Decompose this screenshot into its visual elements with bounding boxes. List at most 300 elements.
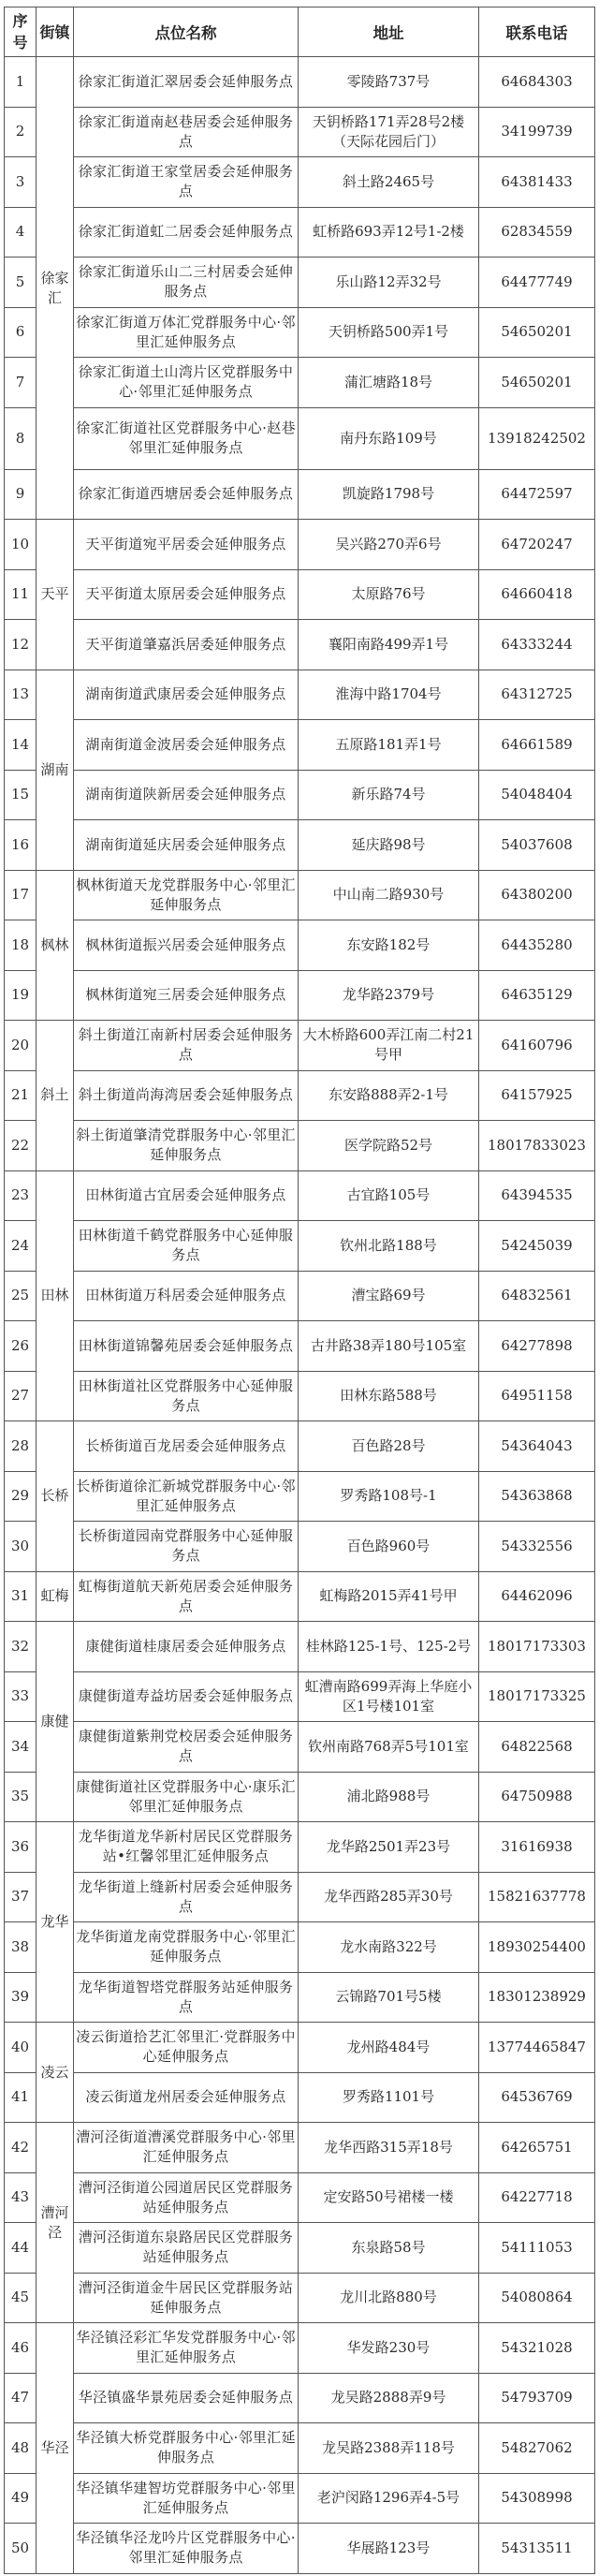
- cell-address: 吴兴路270弄6号: [299, 520, 479, 570]
- cell-point-name: [74, 2473, 299, 2524]
- point-name-text: 徐家汇街道虹二居委会延伸服务点: [78, 223, 294, 241]
- cell-no: 9: [5, 469, 37, 520]
- cell-point-name: [74, 1822, 299, 1873]
- table-row: [5, 2373, 595, 2423]
- cell-point-name: [74, 207, 299, 258]
- cell-point-name: [74, 670, 299, 720]
- cell-address: 天钥桥路171弄28号2楼（天际花园后门）: [299, 107, 479, 157]
- cell-address: 虹漕南路699弄海上华庭小区1号楼101室: [299, 1671, 479, 1722]
- point-name-text: 田林街道万科居委会延伸服务点: [85, 1287, 286, 1304]
- cell-point-name: [74, 2072, 299, 2123]
- cell-phone: 64951158: [479, 1371, 595, 1421]
- cell-phone: 64462096: [479, 1571, 595, 1622]
- cell-address: 定安路50号裙楼一楼: [299, 2172, 479, 2223]
- cell-no: 34: [5, 1722, 37, 1773]
- cell-no: 33: [5, 1671, 37, 1722]
- cell-phone: 64536769: [479, 2072, 595, 2123]
- point-name-text: 凌云街道拾艺汇邻里汇·党群服务中心延伸服务点: [76, 2028, 296, 2066]
- cell-address: 蒲汇塘路18号: [299, 358, 479, 408]
- cell-phone: 64720247: [479, 520, 595, 570]
- cell-address: 浦北路988号: [299, 1772, 479, 1822]
- cell-phone: 54793709: [479, 2373, 595, 2423]
- cell-no: 41: [5, 2072, 37, 2123]
- table-row: [5, 520, 595, 570]
- point-name-text: 华泾镇华建智坊党群服务中心·邻里汇延伸服务点: [76, 2479, 296, 2516]
- cell-no: 28: [5, 1421, 37, 1472]
- table-row: [5, 1471, 595, 1522]
- cell-phone: 54111053: [479, 2223, 595, 2274]
- cell-no: 19: [5, 970, 37, 1021]
- table-row: [5, 620, 595, 670]
- header-address: 地址: [299, 7, 479, 57]
- cell-point-name: [74, 2172, 299, 2223]
- cell-town: 龙华: [37, 1822, 74, 2023]
- table-row: [5, 57, 595, 108]
- cell-address: 天钥桥路500弄1号: [299, 307, 479, 358]
- cell-point-name: [74, 1772, 299, 1822]
- cell-address: 乐山路12弄32号: [299, 258, 479, 308]
- cell-no: 7: [5, 358, 37, 408]
- cell-no: 4: [5, 207, 37, 258]
- cell-address: 龙水南路322号: [299, 1922, 479, 1973]
- cell-point-name: [74, 1021, 299, 1071]
- point-name-text: 湖南街道陕新居委会延伸服务点: [85, 786, 286, 803]
- point-name-text: 康健街道紫荆党校居委会延伸服务点: [78, 1728, 294, 1765]
- cell-phone: 64160796: [479, 1021, 595, 1071]
- cell-address: 凯旋路1798号: [299, 469, 479, 520]
- table-row: [5, 1772, 595, 1822]
- cell-phone: 64333244: [479, 620, 595, 670]
- cell-town: 虹梅: [37, 1571, 74, 1622]
- cell-point-name: [74, 1471, 299, 1522]
- cell-no: 5: [5, 258, 37, 308]
- cell-phone: 64277898: [479, 1321, 595, 1372]
- point-name-text: 徐家汇街道社区党群服务中心·赵巷邻里汇延伸服务点: [76, 420, 296, 456]
- table-row: [5, 770, 595, 820]
- cell-point-name: [74, 720, 299, 771]
- table-row: [5, 1421, 595, 1472]
- point-name-text: 徐家汇街道南赵巷居委会延伸服务点: [78, 112, 294, 150]
- table-row: [5, 970, 595, 1021]
- cell-point-name: [74, 1271, 299, 1321]
- table-row: [5, 870, 595, 920]
- cell-phone: 34199739: [479, 107, 595, 157]
- cell-phone: 64380200: [479, 870, 595, 920]
- point-name-text: 龙华街道智塔党群服务站延伸服务点: [78, 1978, 294, 2015]
- table-row: [5, 1121, 595, 1171]
- service-points-table: [4, 7, 595, 2574]
- table-row: [5, 1722, 595, 1773]
- cell-phone: 64832561: [479, 1271, 595, 1321]
- cell-address: 百色路28号: [299, 1421, 479, 1472]
- point-name-text: 徐家汇街道土山湾片区党群服务中心·邻里汇延伸服务点: [78, 363, 294, 401]
- cell-point-name: [74, 970, 299, 1021]
- cell-phone: 64472597: [479, 469, 595, 520]
- cell-no: 8: [5, 407, 37, 469]
- cell-no: 46: [5, 2323, 37, 2374]
- table-row: [5, 1271, 595, 1321]
- cell-no: 11: [5, 569, 37, 620]
- cell-phone: 54080864: [479, 2273, 595, 2323]
- cell-point-name: [74, 1972, 299, 2023]
- point-name-text: 田林街道锦馨苑居委会延伸服务点: [78, 1336, 294, 1354]
- cell-address: 龙华路2379号: [299, 970, 479, 1021]
- cell-address: 医学院路52号: [299, 1121, 479, 1171]
- table-row: [5, 920, 595, 971]
- cell-phone: 18930254400: [479, 1922, 595, 1973]
- cell-point-name: [74, 569, 299, 620]
- cell-no: 49: [5, 2473, 37, 2524]
- header-name: 点位名称: [74, 7, 299, 57]
- point-name-text: 华泾镇泾彩汇华发党群服务中心·邻里汇延伸服务点: [76, 2329, 296, 2366]
- cell-phone: 64750988: [479, 1772, 595, 1822]
- point-name-text: 华泾镇盛华景苑居委会延伸服务点: [78, 2389, 294, 2407]
- cell-point-name: [74, 107, 299, 157]
- cell-address: 龙华西路285弄30号: [299, 1872, 479, 1922]
- cell-phone: 54245039: [479, 1221, 595, 1272]
- table-row: [5, 1922, 595, 1973]
- cell-point-name: [74, 2524, 299, 2574]
- point-name-text: 漕河泾街道东泉路居民区党群服务站延伸服务点: [78, 2229, 294, 2266]
- table-row: [5, 720, 595, 771]
- point-name-text: 华泾镇华泾龙吟片区党群服务中心·邻里汇延伸服务点: [76, 2529, 296, 2567]
- cell-point-name: [74, 920, 299, 971]
- cell-address: 百色路960号: [299, 1522, 479, 1572]
- cell-phone: 64684303: [479, 57, 595, 108]
- cell-point-name: [74, 1121, 299, 1171]
- cell-no: 18: [5, 920, 37, 971]
- table-header-row: [5, 7, 595, 57]
- point-name-text: 康健街道社区党群服务中心·康乐汇邻里汇延伸服务点: [76, 1777, 296, 1815]
- cell-no: 3: [5, 157, 37, 208]
- cell-phone: 64157925: [479, 1070, 595, 1121]
- cell-address: 华发路230号: [299, 2323, 479, 2374]
- cell-phone: 64822568: [479, 1722, 595, 1773]
- table-row: [5, 1972, 595, 2023]
- cell-address: 古宜路105号: [299, 1170, 479, 1221]
- cell-no: 36: [5, 1822, 37, 1873]
- cell-phone: 64477749: [479, 258, 595, 308]
- cell-point-name: [74, 1671, 299, 1722]
- cell-town: 斜土: [37, 1021, 74, 1171]
- point-name-text: 斜土街道江南新村居委会延伸服务点: [78, 1026, 294, 1064]
- table-row: [5, 1622, 595, 1672]
- cell-no: 15: [5, 770, 37, 820]
- table-row: [5, 1021, 595, 1071]
- table-row: [5, 1170, 595, 1221]
- cell-phone: 54308998: [479, 2473, 595, 2524]
- cell-point-name: [74, 620, 299, 670]
- cell-address: 云锦路701号5楼: [299, 1972, 479, 2023]
- cell-point-name: [74, 2273, 299, 2323]
- cell-phone: 54650201: [479, 358, 595, 408]
- cell-town: 凌云: [37, 2023, 74, 2123]
- cell-address: 延庆路98号: [299, 820, 479, 871]
- cell-point-name: [74, 358, 299, 408]
- cell-no: 12: [5, 620, 37, 670]
- cell-address: 龙州路484号: [299, 2023, 479, 2073]
- cell-point-name: [74, 1321, 299, 1372]
- table-row: [5, 670, 595, 720]
- cell-no: 37: [5, 1872, 37, 1922]
- cell-point-name: [74, 1622, 299, 1672]
- cell-no: 22: [5, 1121, 37, 1171]
- point-name-text: 湖南街道金波居委会延伸服务点: [85, 735, 286, 753]
- cell-phone: 64312725: [479, 670, 595, 720]
- cell-phone: 62834559: [479, 207, 595, 258]
- cell-address: 虹梅路2015弄41号甲: [299, 1571, 479, 1622]
- cell-phone: 64660418: [479, 569, 595, 620]
- table-row: [5, 2223, 595, 2274]
- cell-point-name: [74, 1170, 299, 1221]
- point-name-text: 湖南街道武康居委会延伸服务点: [85, 685, 286, 703]
- cell-town: 康健: [37, 1622, 74, 1822]
- cell-no: 2: [5, 107, 37, 157]
- cell-phone: 13774465847: [479, 2023, 595, 2073]
- table-row: [5, 407, 595, 469]
- table-row: [5, 2123, 595, 2173]
- cell-point-name: [74, 1922, 299, 1973]
- cell-point-name: [74, 307, 299, 358]
- cell-address: 钦州南路768弄5号101室: [299, 1722, 479, 1773]
- cell-point-name: [74, 407, 299, 469]
- point-name-text: 天平街道宛平居委会延伸服务点: [85, 535, 286, 552]
- cell-phone: 64227718: [479, 2172, 595, 2223]
- cell-no: 10: [5, 520, 37, 570]
- cell-point-name: [74, 520, 299, 570]
- cell-address: 零陵路737号: [299, 57, 479, 108]
- cell-point-name: [74, 2373, 299, 2423]
- cell-point-name: [74, 469, 299, 520]
- cell-point-name: [74, 820, 299, 871]
- cell-address: 龙华路2501弄23号: [299, 1822, 479, 1873]
- point-name-text: 徐家汇街道王家堂居委会延伸服务点: [78, 163, 294, 200]
- cell-no: 17: [5, 870, 37, 920]
- cell-town: 华泾: [37, 2323, 74, 2574]
- point-name-text: 田林街道社区党群服务中心延伸服务点: [78, 1376, 294, 1414]
- table-row: [5, 2323, 595, 2374]
- point-name-text: 龙华街道上缝新村居委会延伸服务点: [78, 1877, 294, 1915]
- cell-point-name: [74, 1070, 299, 1121]
- point-name-text: 凌云街道龙州居委会延伸服务点: [85, 2088, 286, 2106]
- cell-no: 48: [5, 2423, 37, 2474]
- cell-address: 中山南二路930号: [299, 870, 479, 920]
- table-row: [5, 2273, 595, 2323]
- point-name-text: 徐家汇街道西塘居委会延伸服务点: [78, 485, 294, 503]
- point-name-text: 枫林街道宛三居委会延伸服务点: [85, 986, 286, 1004]
- cell-address: 罗秀路108号-1: [299, 1471, 479, 1522]
- cell-phone: 54048404: [479, 770, 595, 820]
- cell-point-name: [74, 1872, 299, 1922]
- table-row: [5, 1822, 595, 1873]
- cell-phone: 54037608: [479, 820, 595, 871]
- point-name-text: 田林街道千鹤党群服务中心延伸服务点: [78, 1227, 294, 1264]
- cell-address: 南丹东路109号: [299, 407, 479, 469]
- cell-phone: 64381433: [479, 157, 595, 208]
- cell-address: 老沪闵路1296弄4-5号: [299, 2473, 479, 2524]
- cell-phone: 54364043: [479, 1421, 595, 1472]
- cell-no: 31: [5, 1571, 37, 1622]
- cell-no: 32: [5, 1622, 37, 1672]
- cell-phone: 54332556: [479, 1522, 595, 1572]
- header-town: 街镇: [37, 7, 74, 57]
- point-name-text: 漕河泾街道公园道居民区党群服务站延伸服务点: [78, 2178, 294, 2215]
- cell-point-name: [74, 1522, 299, 1572]
- cell-address: 淮海中路1704号: [299, 670, 479, 720]
- point-name-text: 徐家汇街道汇翠居委会延伸服务点: [78, 72, 294, 90]
- table-row: [5, 1070, 595, 1121]
- cell-town: 漕河泾: [37, 2123, 74, 2323]
- cell-phone: 15821637778: [479, 1872, 595, 1922]
- cell-no: 40: [5, 2023, 37, 2073]
- cell-no: 24: [5, 1221, 37, 1272]
- cell-phone: 54827062: [479, 2423, 595, 2474]
- table-row: [5, 1522, 595, 1572]
- point-name-text: 华泾镇大桥党群服务中心·邻里汇延伸服务点: [76, 2429, 296, 2466]
- cell-point-name: [74, 1221, 299, 1272]
- cell-no: 39: [5, 1972, 37, 2023]
- point-name-text: 漕河泾街道漕溪党群服务中心·邻里汇延伸服务点: [76, 2128, 296, 2166]
- cell-phone: 54650201: [479, 307, 595, 358]
- table-row: [5, 1872, 595, 1922]
- cell-phone: 64265751: [479, 2123, 595, 2173]
- table-row: [5, 1321, 595, 1372]
- table-row: [5, 358, 595, 408]
- cell-phone: 31616938: [479, 1822, 595, 1873]
- cell-no: 43: [5, 2172, 37, 2223]
- point-name-text: 龙华街道龙南党群服务中心·邻里汇延伸服务点: [76, 1928, 296, 1965]
- cell-address: 龙吴路2888弄9号: [299, 2373, 479, 2423]
- cell-no: 27: [5, 1371, 37, 1421]
- cell-phone: 64435280: [479, 920, 595, 971]
- cell-no: 25: [5, 1271, 37, 1321]
- cell-point-name: [74, 2423, 299, 2474]
- point-name-text: 康健街道桂康居委会延伸服务点: [85, 1637, 286, 1655]
- point-name-text: 天平街道肇嘉浜居委延伸服务点: [85, 635, 286, 653]
- table-row: [5, 2023, 595, 2073]
- table-row: [5, 2072, 595, 2123]
- cell-address: 钦州北路188号: [299, 1221, 479, 1272]
- table-row: [5, 820, 595, 871]
- cell-point-name: [74, 1371, 299, 1421]
- cell-address: 大木桥路600弄江南二村21号甲: [299, 1021, 479, 1071]
- table-row: [5, 307, 595, 358]
- cell-address: 华展路123号: [299, 2524, 479, 2574]
- cell-point-name: [74, 1722, 299, 1773]
- cell-address: 龙华西路315弄18号: [299, 2123, 479, 2173]
- cell-town: 田林: [37, 1170, 74, 1421]
- cell-point-name: [74, 2323, 299, 2374]
- cell-phone: 54321028: [479, 2323, 595, 2374]
- cell-address: 龙吴路2388弄118号: [299, 2423, 479, 2474]
- point-name-text: 漕河泾街道金牛居民区党群服务站延伸服务点: [78, 2278, 294, 2316]
- cell-town: 枫林: [37, 870, 74, 1021]
- cell-address: 东泉路58号: [299, 2223, 479, 2274]
- table-row: [5, 1571, 595, 1622]
- point-name-text: 斜土街道肇清党群服务中心·邻里汇延伸服务点: [76, 1126, 296, 1164]
- cell-point-name: [74, 1421, 299, 1472]
- cell-phone: 54313511: [479, 2524, 595, 2574]
- cell-phone: 18017833023: [479, 1121, 595, 1171]
- point-name-text: 长桥街道百龙居委会延伸服务点: [85, 1436, 286, 1454]
- cell-address: 桂林路125-1号、125-2号: [299, 1622, 479, 1672]
- cell-address: 斜土路2465号: [299, 157, 479, 208]
- cell-no: 6: [5, 307, 37, 358]
- table-row: [5, 2423, 595, 2474]
- cell-no: 26: [5, 1321, 37, 1372]
- cell-phone: 18301238929: [479, 1972, 595, 2023]
- header-phone: 联系电话: [479, 7, 595, 57]
- cell-address: 五原路181弄1号: [299, 720, 479, 771]
- point-name-text: 湖南街道延庆居委会延伸服务点: [85, 835, 286, 853]
- cell-address: 太原路76号: [299, 569, 479, 620]
- point-name-text: 枫林街道振兴居委会延伸服务点: [85, 935, 286, 953]
- point-name-text: 虹梅街道航天新苑居委会延伸服务点: [78, 1577, 294, 1614]
- cell-phone: 18017173325: [479, 1671, 595, 1722]
- cell-point-name: [74, 258, 299, 308]
- table-body: [5, 57, 595, 2574]
- table-row: [5, 1221, 595, 1272]
- cell-phone: 64635129: [479, 970, 595, 1021]
- cell-no: 21: [5, 1070, 37, 1121]
- cell-point-name: [74, 2123, 299, 2173]
- point-name-text: 龙华街道龙华新村居民区党群服务站•红馨邻里汇延伸服务点: [78, 1828, 294, 1865]
- cell-no: 14: [5, 720, 37, 771]
- cell-no: 1: [5, 57, 37, 108]
- point-name-text: 天平街道太原居委会延伸服务点: [85, 585, 286, 603]
- cell-no: 35: [5, 1772, 37, 1822]
- cell-phone: 54363868: [479, 1471, 595, 1522]
- table-row: [5, 2524, 595, 2574]
- cell-point-name: [74, 57, 299, 108]
- cell-no: 23: [5, 1170, 37, 1221]
- cell-no: 42: [5, 2123, 37, 2173]
- table-row: [5, 469, 595, 520]
- cell-address: 襄阳南路499弄1号: [299, 620, 479, 670]
- cell-address: 田林东路588号: [299, 1371, 479, 1421]
- table-row: [5, 107, 595, 157]
- table-row: [5, 1371, 595, 1421]
- header-no: 序号: [5, 7, 37, 57]
- point-name-text: 长桥街道园南党群服务中心延伸服务点: [78, 1527, 294, 1565]
- point-name-text: 长桥街道徐汇新城党群服务中心·邻里汇延伸服务点: [76, 1477, 296, 1514]
- cell-no: 13: [5, 670, 37, 720]
- cell-phone: 18017173303: [479, 1622, 595, 1672]
- table-row: [5, 569, 595, 620]
- cell-point-name: [74, 770, 299, 820]
- cell-address: 东安路182号: [299, 920, 479, 971]
- cell-town: 湖南: [37, 670, 74, 870]
- cell-no: 29: [5, 1471, 37, 1522]
- table-row: [5, 2172, 595, 2223]
- cell-point-name: [74, 157, 299, 208]
- point-name-text: 徐家汇街道乐山二三村居委会延伸服务点: [78, 263, 294, 301]
- point-name-text: 枫林街道天龙党群服务中心·邻里汇延伸服务点: [76, 876, 296, 913]
- table-row: [5, 258, 595, 308]
- cell-phone: 64661589: [479, 720, 595, 771]
- cell-address: 漕宝路69号: [299, 1271, 479, 1321]
- point-name-text: 斜土街道尚海湾居委会延伸服务点: [78, 1086, 294, 1104]
- cell-no: 50: [5, 2524, 37, 2574]
- cell-no: 16: [5, 820, 37, 871]
- cell-no: 47: [5, 2373, 37, 2423]
- cell-no: 30: [5, 1522, 37, 1572]
- cell-point-name: [74, 870, 299, 920]
- cell-no: 38: [5, 1922, 37, 1973]
- cell-point-name: [74, 1571, 299, 1622]
- cell-town: 天平: [37, 520, 74, 670]
- cell-address: 新乐路74号: [299, 770, 479, 820]
